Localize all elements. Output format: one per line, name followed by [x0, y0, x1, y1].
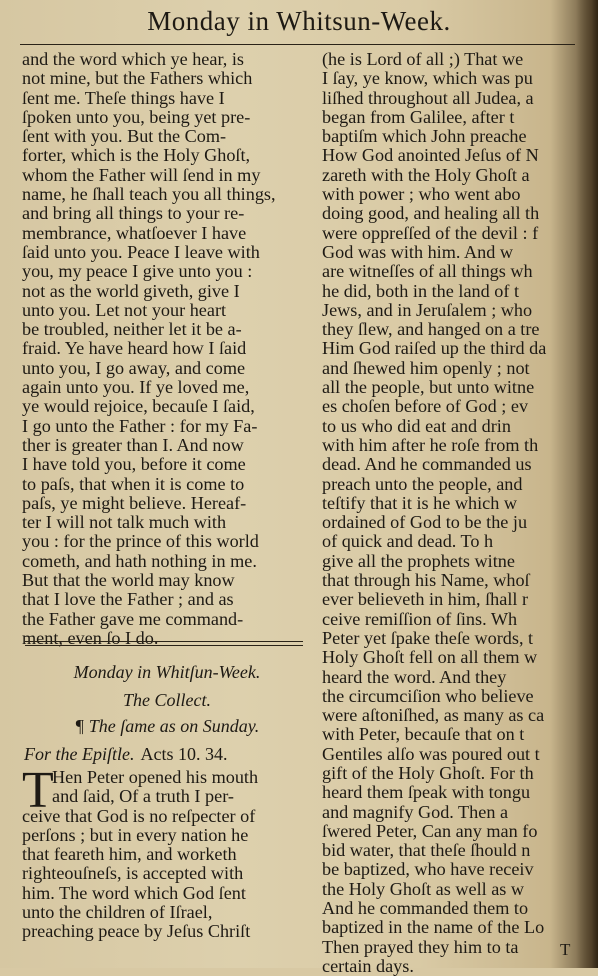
- text-line: righteouſneſs, is accepted with: [22, 863, 244, 884]
- text-line: ſwered Peter, Can any man fo: [322, 820, 538, 841]
- text-line: I have told you, before it come: [22, 454, 246, 475]
- text-line: Peter yet ſpake theſe words, t: [322, 627, 534, 648]
- text-line: paſs, ye might believe. Hereaf-: [22, 492, 247, 513]
- text-line: es choſen before of God ; ev: [322, 396, 529, 417]
- text-line: the circumciſion who believe: [322, 685, 534, 706]
- text-line: began from Galilee, after t: [322, 106, 515, 127]
- text-line: dead. And he commanded us: [322, 454, 532, 475]
- text-line: ceive that God is no reſpecter of: [22, 805, 256, 826]
- text-line: preach unto the people, and: [322, 473, 523, 494]
- text-line: perſons ; but in every nation he: [22, 824, 249, 845]
- text-line: zareth with the Holy Ghoſt a: [322, 164, 530, 185]
- epistle-heading: [24, 744, 308, 765]
- text-line: doing good, and healing all th: [322, 203, 540, 224]
- text-line: I ſay, ye know, which was pu: [322, 68, 533, 89]
- text-line: Him God raiſed up the third da: [322, 338, 547, 359]
- text-line: not as the world giveth, give I: [22, 280, 240, 301]
- collect-note: ¶ The ſame as on Sunday.: [74, 716, 260, 736]
- text-line: heard them ſpeak with tongu: [322, 782, 531, 803]
- text-line: with power ; who went abo: [322, 184, 521, 205]
- text-line: whom the Father will ſend in my: [22, 164, 261, 185]
- text-line: Holy Ghoſt fell on all them w: [322, 647, 538, 668]
- text-line: he did, both in the land of t: [322, 280, 519, 301]
- text-line: him. The word which God ſent: [22, 882, 246, 903]
- text-line: were aſtoniſhed, as many as ca: [322, 705, 545, 726]
- text-line: How God anointed Jeſus of N: [322, 145, 539, 166]
- header-rule: [20, 44, 575, 45]
- text-line: were oppreſſed of the devil : f: [322, 222, 539, 243]
- text-line: unto you. Let not your heart: [22, 299, 227, 320]
- text-line: Gentiles alſo was poured out t: [322, 743, 540, 764]
- text-line: teſtify that it is he which w: [322, 492, 517, 513]
- epistle-reference: Acts 10. 34.: [140, 744, 228, 764]
- text-line: (he is Lord of all ;) That we: [322, 49, 524, 69]
- text-line: ther is greater than I. And now: [22, 434, 244, 455]
- text-line: that feareth him, and worketh: [22, 844, 237, 865]
- drop-cap: T: [22, 762, 54, 819]
- text-line: the Holy Ghoſt as well as w: [322, 878, 525, 899]
- text-line: with him after he roſe from th: [322, 434, 539, 455]
- running-head: Monday in Whitsun-Week.: [147, 6, 451, 36]
- text-line: Jews, and in Jeruſalem ; who: [322, 299, 533, 320]
- text-line: cometh, and hath nothing in me.: [22, 550, 257, 571]
- text-line: are witneſſes of all things wh: [322, 261, 533, 282]
- text-line: ter I will not talk much with: [22, 512, 227, 533]
- text-line: God was with him. And w: [322, 241, 513, 262]
- text-line: with Peter, becauſe that on t: [322, 724, 525, 745]
- epistle-label: For the Epiſtle.: [24, 744, 135, 764]
- text-line: to paſs, that when it is come to: [22, 473, 245, 494]
- catchword: T: [560, 940, 571, 959]
- text-line: bid water, that theſe ſhould n: [322, 840, 531, 861]
- section-title: Monday in Whitſun-Week.: [73, 662, 261, 682]
- text-line: ceive remiſſion of ſins. Wh: [322, 608, 518, 629]
- text-line: the Father gave me command-: [22, 608, 244, 629]
- text-line: liſhed throughout all Judea, a: [322, 87, 534, 108]
- text-line: Hen Peter opened his mouth: [52, 767, 259, 787]
- text-line: and bring all things to your re-: [22, 203, 245, 224]
- text-line: membrance, whatſoever I have: [22, 222, 247, 243]
- left-column: [22, 50, 312, 648]
- text-line: ever believeth in him, ſhall r: [322, 589, 529, 610]
- text-line: ſent with you. But the Com-: [22, 126, 227, 147]
- right-column: [322, 50, 584, 976]
- text-line: heard the word. And they: [322, 666, 507, 687]
- text-line: ment, even ſo I do.: [22, 627, 159, 648]
- text-line: and ſaid, Of a truth I per-: [52, 786, 234, 807]
- text-line: give all the prophets witne: [322, 550, 515, 571]
- text-line: forter, which is the Holy Ghoſt,: [22, 145, 251, 166]
- text-line: ſent me. Theſe things have I: [22, 87, 225, 108]
- text-line: baptized in the name of the Lo: [322, 917, 545, 938]
- text-line: fraid. Ye have heard how I ſaid: [22, 338, 247, 359]
- text-line: to us who did eat and drin: [322, 415, 511, 436]
- text-line: ſaid unto you. Peace I leave with: [22, 241, 260, 262]
- text-line: that I love the Father ; and as: [22, 589, 234, 610]
- text-line: and ſhewed him openly ; not: [322, 357, 530, 378]
- text-line: be baptized, who have receiv: [322, 859, 534, 880]
- text-line: not mine, but the Fathers which: [22, 68, 253, 89]
- text-line: all the people, but unto witne: [322, 377, 535, 398]
- section-divider: [25, 641, 303, 646]
- text-line: unto you, I go away, and come: [22, 357, 246, 378]
- text-line: preaching peace by Jeſus Chriſt: [22, 921, 251, 942]
- text-line: you : for the prince of this world: [22, 531, 259, 552]
- text-line: ordained of God to be the ju: [322, 512, 528, 533]
- epistle-text: [22, 762, 312, 942]
- text-line: of quick and dead. To h: [322, 531, 494, 552]
- text-line: I go unto the Father : for my Fa-: [22, 415, 258, 436]
- text-line: And he commanded them to: [322, 898, 529, 919]
- text-line: gift of the Holy Ghoſt. For th: [322, 762, 534, 783]
- text-line: baptiſm which John preache: [322, 126, 527, 147]
- text-line: again unto you. If ye loved me,: [22, 377, 250, 398]
- text-line: that through his Name, whoſ: [322, 570, 530, 591]
- text-line: and the word which ye hear, is: [22, 49, 244, 69]
- page-gutter-shadow: [576, 0, 598, 968]
- text-line: certain days.: [322, 955, 414, 976]
- text-line: But that the world may know: [22, 570, 235, 591]
- collect-heading: The Collect.: [123, 690, 211, 710]
- text-line: unto the children of Iſrael,: [22, 902, 213, 923]
- text-line: they ſlew, and hanged on a tre: [322, 319, 540, 340]
- text-line: be troubled, neither let it be a-: [22, 319, 242, 340]
- text-line: and magnify God. Then a: [322, 801, 509, 822]
- text-line: ſpoken unto you, being yet pre-: [22, 106, 251, 127]
- text-line: Then prayed they him to ta: [322, 936, 519, 957]
- text-line: ye would rejoice, becauſe I ſaid,: [22, 396, 255, 417]
- text-line: you, my peace I give unto you :: [22, 261, 253, 282]
- text-line: name, he ſhall teach you all things,: [22, 184, 276, 205]
